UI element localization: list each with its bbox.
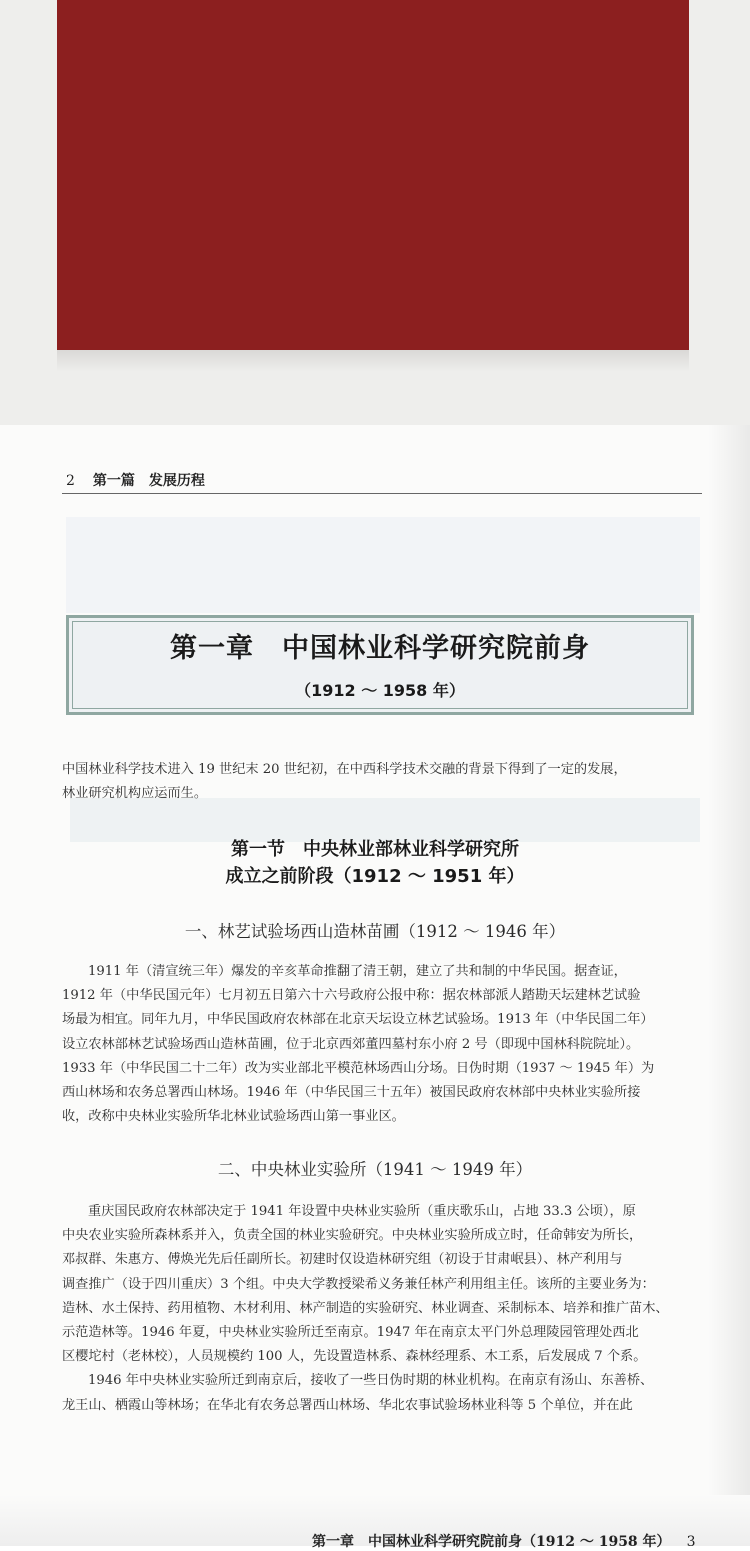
page-number: 2	[66, 473, 75, 489]
next-page-running-head	[312, 1531, 695, 1551]
body-line: 1933 年（中华民国二十二年）改为实业部北平模范林场西山分场。日伪时期（1937 ～ 1945 年）为	[62, 1060, 655, 1076]
subsection-1-title: 一、林艺试验场西山造林苗圃（1912 ～ 1946 年）	[184, 922, 566, 941]
body-line: 区樱坨村（老林校），人员规模约 100 人，先设置造林系、森林经理系、木工系，后发展成 7 个系。	[62, 1349, 647, 1365]
red-cover-panel	[57, 0, 689, 350]
body-line: 调查推广（设于四川重庆）3 个组。中央大学教授梁希义务兼任林产利用组主任。该所的主要业务为：	[62, 1276, 655, 1292]
running-head-text: 第一篇 发展历程	[92, 473, 205, 489]
intro-line: 中国林业科学技术进入 19 世纪末 20 世纪初，在中西科学技术交融的背景下得到了一定的发展，	[62, 762, 627, 777]
body-line: 邓叔群、朱惠方、傅焕光先后任副所长。初建时仅设造林研究组（初设于甘肃岷县）、林产利用与	[62, 1252, 623, 1268]
body-line: 1912 年（中华民国元年）七月初五日第六十六号政府公报中称：据农林部派人踏勘天坛建林艺试验	[62, 988, 641, 1004]
header-rule	[62, 493, 702, 494]
intro-line: 林业研究机构应运而生。	[62, 786, 208, 802]
body-line: 场最为相宜。同年九月，中华民国政府农林部在北京天坛设立林艺试验场。1913 年（中华民国二年）	[62, 1012, 654, 1028]
body-line: 造林、水土保持、药用植物、木材利用、林产制造的实验研究、林业调查、采制标本、培养和推广苗木、	[62, 1300, 669, 1316]
chapter-title: 第一章 中国林业科学研究院前身	[170, 633, 590, 664]
chapter-title-box	[66, 615, 694, 715]
body-line: 收，改称中央林业实验所华北林业试验场西山第一事业区。	[62, 1109, 405, 1125]
next-page-running-head-text: 第一章 中国林业科学研究院前身（1912 ～ 1958 年）	[312, 1534, 671, 1550]
chapter-tint-band	[66, 517, 700, 613]
chapter-subtitle: （1912 ～ 1958 年）	[295, 681, 465, 700]
body-line: 西山林场和农务总署西山林场。1946 年（中华民国三十五年）被国民政府农林部中央林业实验所接	[62, 1085, 641, 1101]
running-head	[66, 470, 205, 490]
subsection-2-title: 二、中央林业实验所（1941 ～ 1949 年）	[217, 1160, 533, 1179]
body-line: 1911 年（清宣统三年）爆发的辛亥革命推翻了清王朝，建立了共和制的中华民国。据查证，	[88, 964, 627, 979]
page-spine-shadow	[708, 425, 750, 1546]
section-title-line-1: 第一节 中央林业部林业科学研究所	[231, 839, 519, 860]
subsection-2-body	[62, 1200, 702, 1418]
body-line: 设立农林部林艺试验场西山造林苗圃，位于北京西郊董四墓村东小府 2 号（即现中国林科院院址）。	[62, 1036, 640, 1052]
body-line: 重庆国民政府农林部决定于 1941 年设置中央林业实验所（重庆歌乐山，占地 33.3 公顷），原	[88, 1204, 636, 1219]
body-line: 龙王山、栖霞山等林场；在华北有农务总署西山林场、华北农事试验场林业科等 5 个单位，并在此	[62, 1397, 633, 1413]
body-line: 示范造林等。1946 年夏，中央林业实验所迁至南京。1947 年在南京太平门外总理陵园管理处西北	[62, 1325, 639, 1341]
subsection-1-body	[62, 960, 702, 1129]
body-line: 中央农业实验所森林系并入，负责全国的林业实验研究。中央林业实验所成立时，任命韩安为所长，	[62, 1228, 643, 1244]
next-page-number: 3	[686, 1534, 696, 1550]
body-line: 1946 年中央林业实验所迁到南京后，接收了一些日伪时期的林业机构。在南京有汤山、东善桥、	[88, 1373, 654, 1389]
section-title-line-2: 成立之前阶段（1912 ～ 1951 年）	[225, 866, 525, 887]
panel-shadow	[57, 350, 689, 372]
